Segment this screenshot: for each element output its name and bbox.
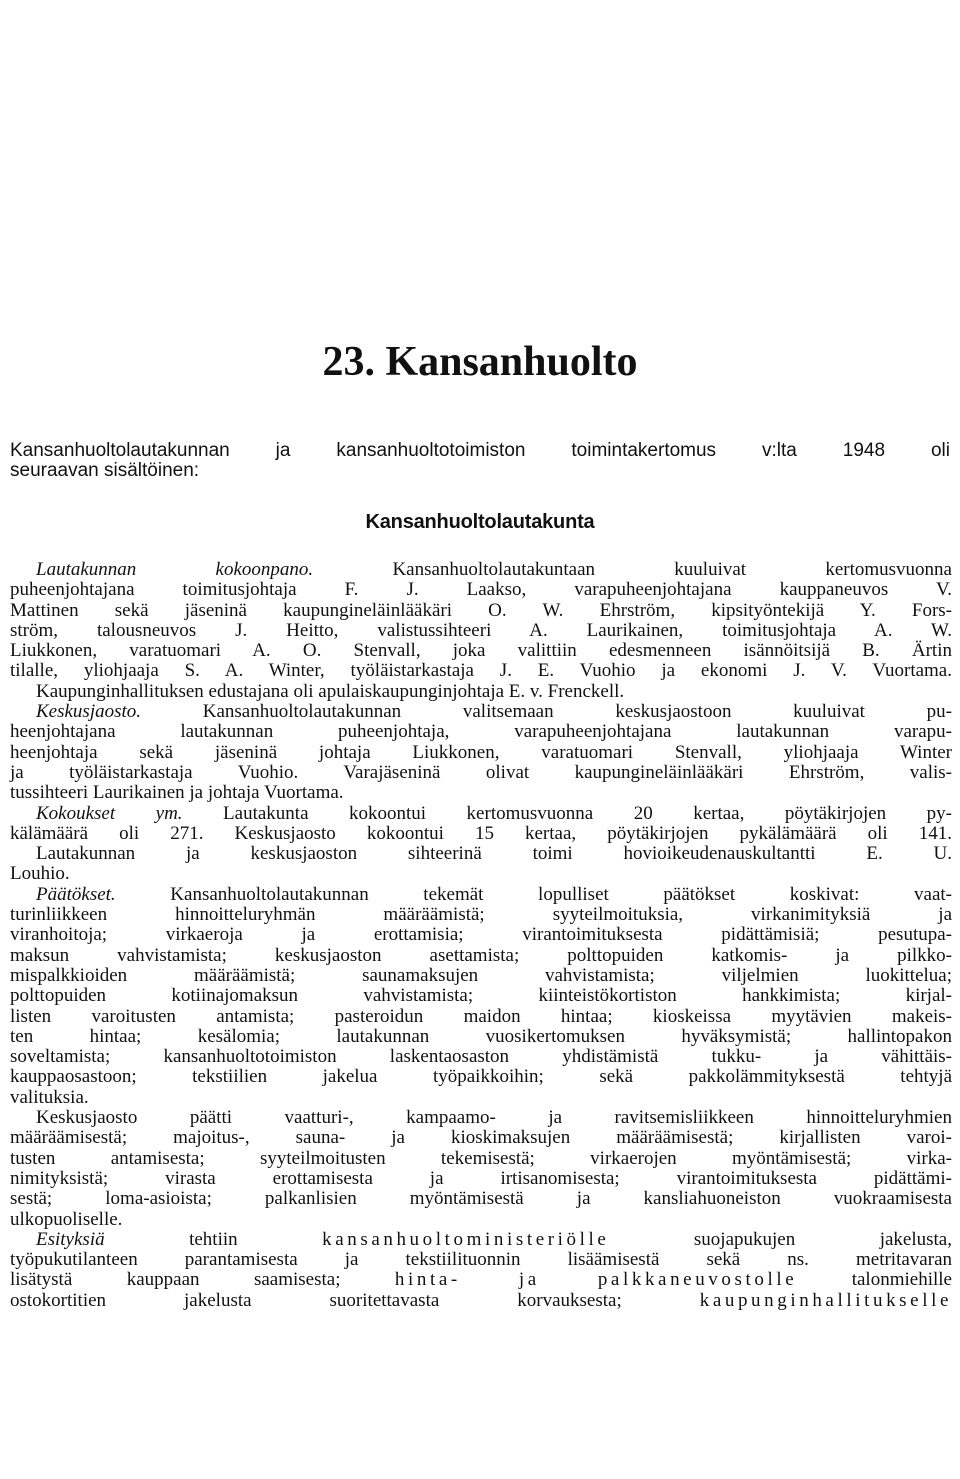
paragraph-line: Lautakunnan ja keskusjaoston sihteerinä toimi hovioikeudenauskultantti E. U.: [36, 843, 952, 865]
paragraph-line: tusten antamisesta; syyteilmoitusten tekemisestä; virkaerojen myöntämisestä; virka-: [10, 1147, 952, 1169]
paragraph-line: ström, talousneuvos J. Heitto, valistussihteeri A. Laurikainen, toimitusjohtaja A. W.: [10, 619, 952, 641]
paragraph-line: viranhoitoja; virkaeroja ja erottamisia; virantoimituksesta pidättämisiä; pesutupa-: [10, 924, 952, 946]
paragraph-heading-kokoukset: Kokoukset ym.: [36, 802, 183, 824]
paragraph-line: heenjohtaja sekä jäseninä johtaja Liukkonen, varatuomari Stenvall, yliohjaaja Winter: [10, 741, 952, 763]
paragraph-line: Kokoukset ym. Lautakunta kokoontui kertomusvuonna 20 kertaa, pöytäkirjojen py-: [36, 802, 952, 824]
paragraph-line: Lautakunnan kokoonpano. Kansanhuoltolautakuntaan kuuluivat kertomusvuonna: [36, 559, 952, 580]
paragraph-line: Kaupunginhallituksen edustajana oli apulaiskaupunginjohtaja E. v. Frenckell.: [36, 680, 625, 702]
paragraph-line: Mattinen sekä jäseninä kaupungineläinlääkäri O. W. Ehrström, kipsityöntekijä Y. Fors-: [10, 599, 952, 621]
paragraph-line: soveltamista; kansanhuoltotoimiston laskentaosaston yhdistämistä tukku- ja vähittäis-: [10, 1046, 952, 1068]
paragraph-heading-kokoonpano: Lautakunnan kokoonpano.: [36, 559, 314, 580]
paragraph-line: heenjohtajana lautakunnan puheenjohtaja, varapuheenjohtajana lautakunnan varapu-: [10, 721, 952, 743]
spaced-term: kaupunginhallitukselle: [699, 1289, 952, 1311]
spaced-term: kansanhuoltoministeriölle: [322, 1228, 610, 1250]
paragraph-line: tussihteeri Laurikainen ja johtaja Vuortama.: [10, 782, 344, 804]
paragraph-line: maksun vahvistamista; keskusjaoston asettamista; polttopuiden katkomis- ja pilkko-: [10, 944, 952, 966]
body-text: [10, 560, 952, 1311]
paragraph-line: Esityksiä tehtiin kansanhuoltoministeriölle suojapukujen jakelusta,: [36, 1228, 952, 1250]
paragraph-line: turinliikkeen hinnoitteluryhmän määräämistä; syyteilmoituksia, virkanimityksiä ja: [10, 904, 952, 926]
paragraph-heading-keskusjaosto: Keskusjaosto.: [36, 701, 142, 723]
paragraph-line: lisätystä kauppaan saamisesta; hinta- ja palkkaneuvostolle talonmiehille: [10, 1269, 952, 1291]
paragraph-heading-esityksia: Esityksiä: [36, 1228, 105, 1250]
paragraph-line: ja työläistarkastaja Vuohio. Varajäseninä olivat kaupungineläinlääkäri Ehrström, valis-: [10, 761, 952, 783]
paragraph-line: Päätökset. Kansanhuoltolautakunnan tekemät lopulliset päätökset koskivat: vaat-: [36, 883, 952, 905]
paragraph-line: tilalle, yliohjaaja S. A. Winter, työläistarkastaja J. E. Vuohio ja ekonomi J. V. Vuortama.: [10, 660, 952, 682]
paragraph-line: Liukkonen, varatuomari A. O. Stenvall, joka valittiin edesmenneen isännöitsijä B. Ärtin: [10, 640, 952, 662]
paragraph-line: listen varoitusten antamista; pasteroidun maidon hintaa; kioskeissa myytävien makeis-: [10, 1005, 952, 1027]
intro-line: Kansanhuoltolautakunnan ja kansanhuoltotoimiston toimintakertomus v:lta 1948 oli: [10, 440, 950, 461]
paragraph-line: mispalkkioiden määräämistä; saunamaksujen vahvistamista; viljelmien luokittelua;: [10, 964, 952, 986]
paragraph-line: määräämisestä; majoitus-, sauna- ja kioskimaksujen määräämisestä; kirjallisten varoi-: [10, 1127, 952, 1149]
spaced-term: hinta- ja palkkaneuvostolle: [394, 1269, 798, 1291]
paragraph-line: Louhio.: [10, 863, 70, 885]
paragraph-line: ulkopuoliselle.: [10, 1208, 123, 1230]
paragraph-heading-paatokset: Päätökset.: [36, 883, 116, 905]
paragraph-line: puheenjohtajana toimitusjohtaja F. J. Laakso, varapuheenjohtajana kauppaneuvos V.: [10, 579, 952, 601]
paragraph-line: ostokortitien jakelusta suoritettavasta korvauksesta; kaupunginhallitukselle: [10, 1289, 952, 1311]
intro-paragraph: [10, 441, 950, 482]
paragraph-line: kauppaosastoon; tekstiilien jakelua työpaikkoihin; sekä pakkolämmityksestä tehtyjä: [10, 1066, 952, 1088]
paragraph-line: polttopuiden kotiinajomaksun vahvistamista; kiinteistökortiston hankkimista; kirjal-: [10, 985, 952, 1007]
paragraph-line: Keskusjaosto päätti vaatturi-, kampaamo- ja ravitsemisliikkeen hinnoitteluryhmien: [36, 1107, 952, 1129]
intro-line: seuraavan sisältöinen:: [10, 460, 200, 482]
paragraph-line: nimityksistä; virasta erottamisesta ja irtisanomisesta; virantoimituksesta pidättämi-: [10, 1167, 952, 1189]
paragraph-line: kälämäärä oli 271. Keskusjaosto kokoontui 15 kertaa, pöytäkirjojen pykälämäärä oli 141.: [10, 822, 952, 844]
paragraph-line: valituksia.: [10, 1086, 89, 1108]
paragraph-line: ten hintaa; kesälomia; lautakunnan vuosikertomuksen hyväksymistä; hallintopakon: [10, 1025, 952, 1047]
paragraph-line: työpukutilanteen parantamisesta ja tekstiilituonnin lisäämisestä sekä ns. metritavaran: [10, 1249, 952, 1271]
paragraph-line: Keskusjaosto. Kansanhuoltolautakunnan valitsemaan keskusjaostoon kuuluivat pu-: [36, 701, 952, 723]
section-title: Kansanhuoltolautakunta: [365, 511, 595, 533]
chapter-title: 23. Kansanhuolto: [322, 339, 638, 385]
paragraph-line: sestä; loma-asioista; palkanlisien myöntämisestä ja kansliahuoneiston vuokraamisesta: [10, 1188, 952, 1210]
